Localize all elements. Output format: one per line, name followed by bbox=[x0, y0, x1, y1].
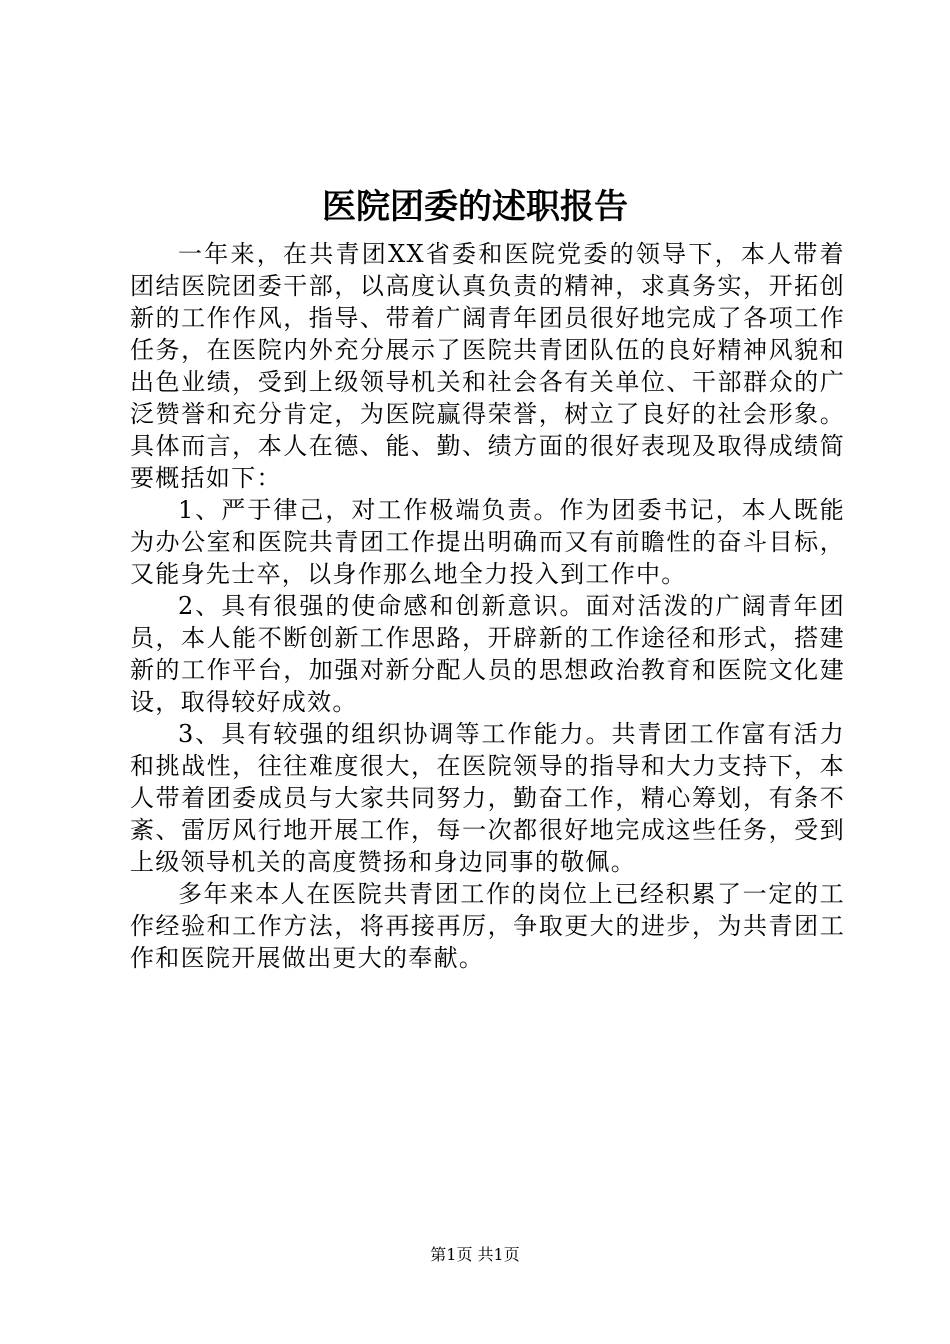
paragraph-intro: 一年来，在共青团XX省委和医院党委的领导下，本人带着团结医院团委干部，以高度认真负责的精神，求真务实，开拓创新的工作作风，指导、带着广阔青年团员很好地完成了各项工作任务，在医院内外充分展示了医院共青团队伍的良好精神风貌和出色业绩，受到上级领导机关和社会各有关单位、干部群众的广泛赞誉和充分肯定，为医院赢得荣誉，树立了良好的社会形象。具体而言，本人在德、能、勤、绩方面的很好表现及取得成绩简要概括如下： bbox=[130, 240, 845, 492]
paragraph-conclusion: 多年来本人在医院共青团工作的岗位上已经积累了一定的工作经验和工作方法，将再接再厉，争取更大的进步，为共青团工作和医院开展做出更大的奉献。 bbox=[130, 880, 845, 972]
paragraph-point-2: 2、具有很强的使命感和创新意识。面对活泼的广阔青年团员，本人能不断创新工作思路，开辟新的工作途径和形式，搭建新的工作平台，加强对新分配人员的思想政治教育和医院文化建设，取得较好成效。 bbox=[130, 592, 845, 716]
document-body bbox=[130, 238, 845, 974]
document-title: 医院团委的述职报告 bbox=[322, 187, 628, 227]
page-number-total: 共1页 bbox=[477, 1245, 520, 1264]
paragraph-point-3: 3、具有较强的组织协调等工作能力。共青团工作富有活力和挑战性，往往难度很大，在医院领导的指导和大力支持下，本人带着团委成员与大家共同努力，勤奋工作，精心筹划，有条不紊、雷厉风行地开展工作，每一次都很好地完成这些任务，受到上级领导机关的高度赞扬和身边同事的敬佩。 bbox=[130, 720, 845, 876]
paragraph-point-1: 1、严于律己，对工作极端负责。作为团委书记，本人既能为办公室和医院共青团工作提出明确而又有前瞻性的奋斗目标，又能身先士卒，以身作那么地全力投入到工作中。 bbox=[130, 496, 845, 588]
page-number-current: 第1页 bbox=[430, 1245, 473, 1264]
page-footer bbox=[0, 1244, 950, 1266]
